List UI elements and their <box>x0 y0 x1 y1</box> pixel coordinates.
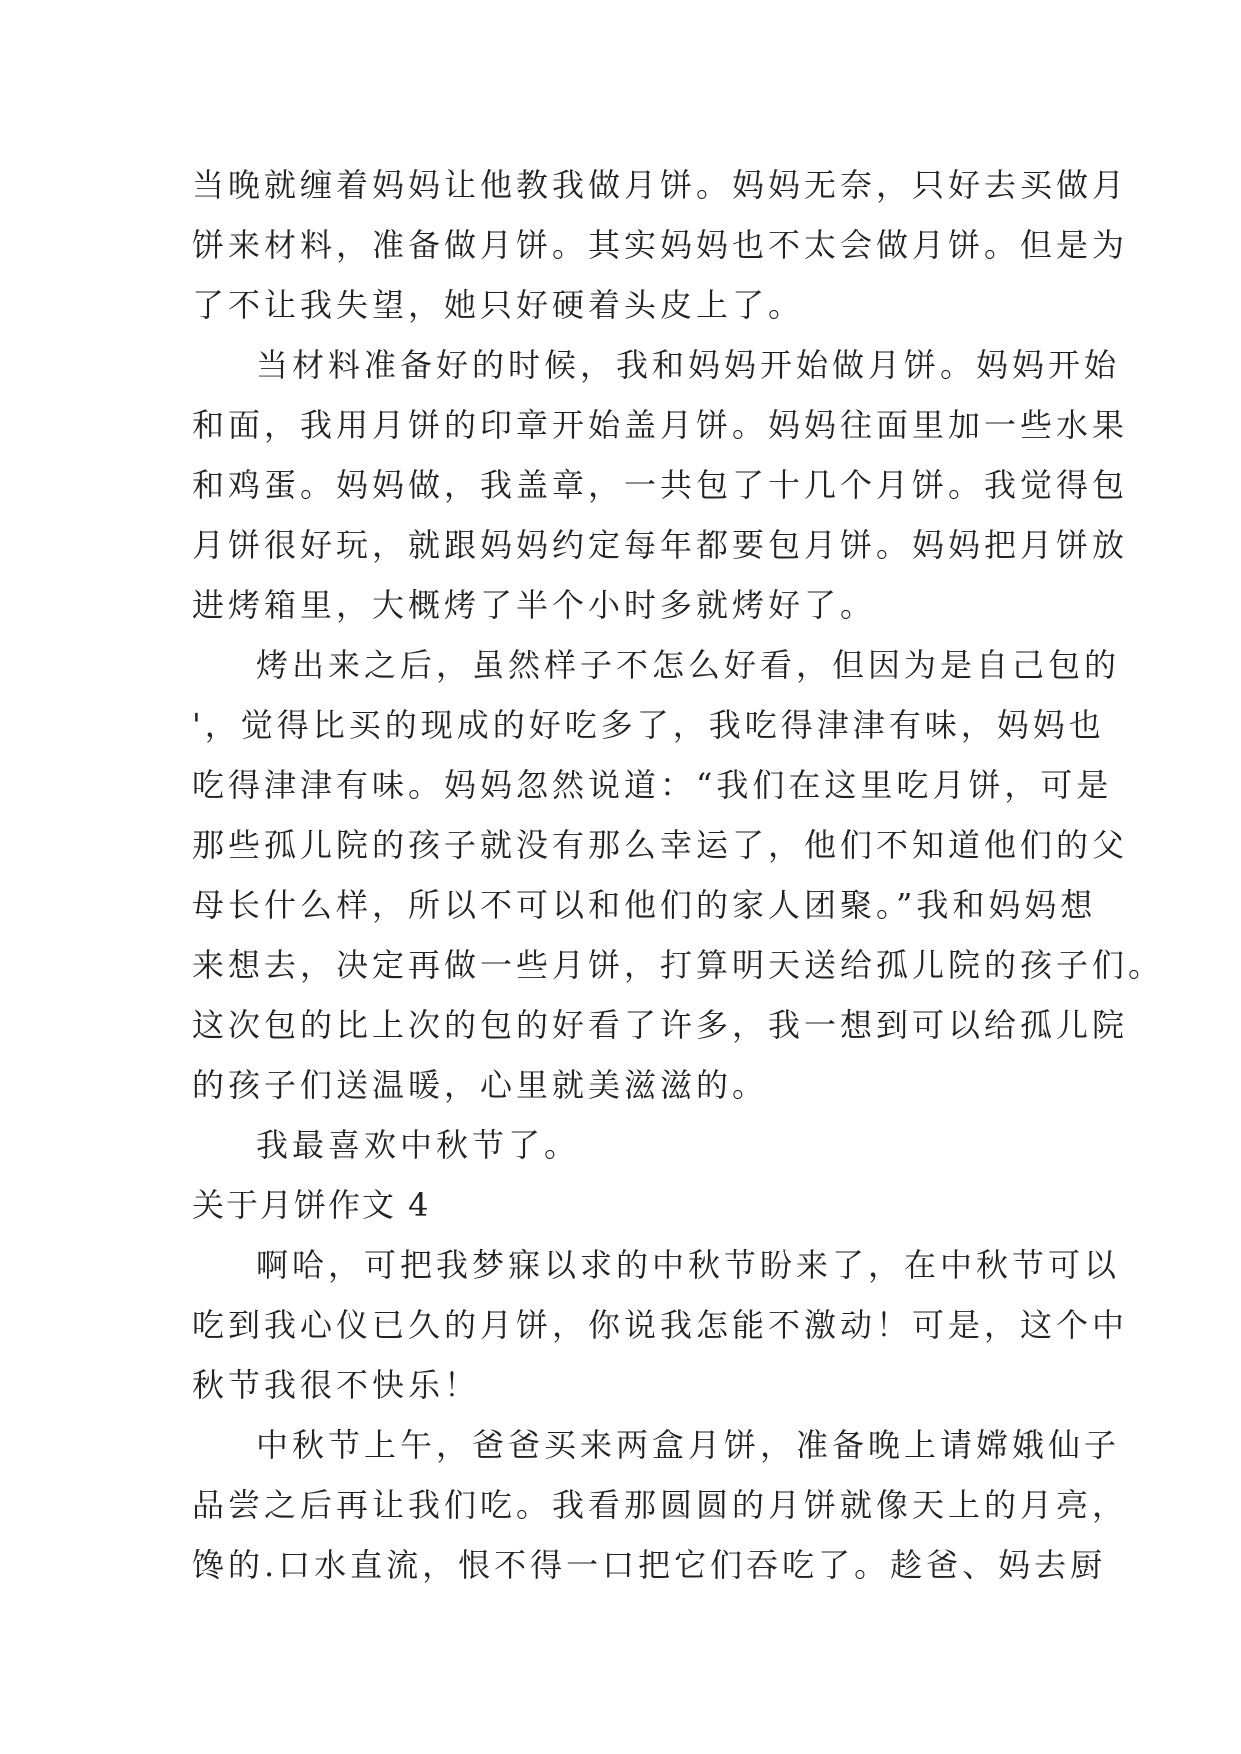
text-line: 当材料准备好的时候，我和妈妈开始做月饼。妈妈开始 <box>256 346 1121 384</box>
text-line: 这次包的比上次的包的好看了许多，我一想到可以给孤儿院 <box>192 1006 1129 1044</box>
text-line: 和鸡蛋。妈妈做，我盖章，一共包了十几个月饼。我觉得包 <box>192 466 1129 504</box>
text-line: 馋的.口水直流，恨不得一口把它们吞吃了。趁爸、妈去厨 <box>192 1546 1107 1584</box>
text-line: 月饼很好玩，就跟妈妈约定每年都要包月饼。妈妈把月饼放 <box>192 526 1129 564</box>
text-line: 品尝之后再让我们吃。我看那圆圆的月饼就像天上的月亮， <box>192 1486 1129 1524</box>
text-line: 烤出来之后，虽然样子不怎么好看，但因为是自己包的 <box>256 646 1121 684</box>
text-line: 当晚就缠着妈妈让他教我做月饼。妈妈无奈，只好去买做月 <box>192 166 1129 204</box>
text-line: 那些孤儿院的孩子就没有那么幸运了，他们不知道他们的父 <box>192 826 1129 864</box>
text-line: 啊哈，可把我梦寐以求的中秋节盼来了，在中秋节可以 <box>256 1246 1121 1284</box>
text-line: '，觉得比买的现成的好吃多了，我吃得津津有味，妈妈也 <box>192 706 1105 744</box>
document-page <box>192 155 1165 1595</box>
text-line: 来想去，决定再做一些月饼，打算明天送给孤儿院的孩子们。 <box>192 946 1165 984</box>
text-line: 吃到我心仪已久的月饼，你说我怎能不激动！可是，这个中 <box>192 1306 1129 1344</box>
paragraph <box>192 635 1165 1115</box>
text-line: 饼来材料，准备做月饼。其实妈妈也不太会做月饼。但是为 <box>192 226 1129 264</box>
text-line: 进烤箱里，大概烤了半个小时多就烤好了。 <box>192 586 877 624</box>
text-line: 的孩子们送温暖，心里就美滋滋的。 <box>192 1066 769 1104</box>
paragraph <box>192 335 1129 635</box>
text-line: 中秋节上午，爸爸买来两盒月饼，准备晚上请嫦娥仙子 <box>256 1426 1121 1464</box>
paragraph <box>192 1235 1129 1415</box>
text-line: 吃得津津有味。妈妈忽然说道：“我们在这里吃月饼，可是 <box>192 766 1113 804</box>
text-line: 和面，我用月饼的印章开始盖月饼。妈妈往面里加一些水果 <box>192 406 1129 444</box>
text-line: 母长什么样，所以不可以和他们的家人团聚。”我和妈妈想 <box>192 886 1097 924</box>
heading-text: 关于月饼作文 4 <box>192 1186 431 1224</box>
paragraph <box>192 1415 1129 1595</box>
paragraph <box>192 1115 1062 1175</box>
section-heading <box>192 1175 1062 1235</box>
text-line: 了不让我失望，她只好硬着头皮上了。 <box>192 286 805 324</box>
text-line: 我最喜欢中秋节了。 <box>256 1126 581 1164</box>
paragraph <box>192 155 1129 335</box>
text-line: 秋节我很不快乐！ <box>192 1366 481 1404</box>
